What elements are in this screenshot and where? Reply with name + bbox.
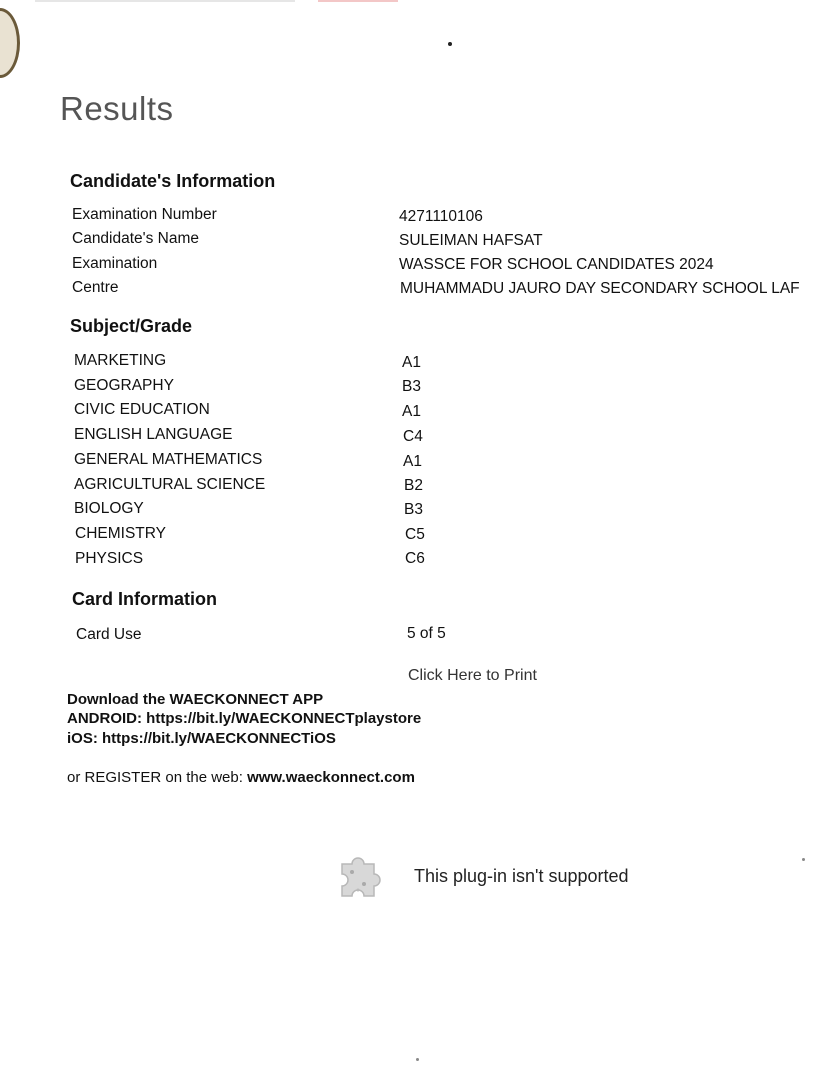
centre-value: MUHAMMADU JAURO DAY SECONDARY SCHOOL LAF	[400, 280, 800, 297]
subject-name: ENGLISH LANGUAGE	[74, 426, 233, 443]
subject-name: PHYSICS	[75, 550, 144, 567]
subject-grade: B2	[404, 477, 423, 494]
subject-grade: A1	[402, 403, 421, 420]
subject-name: GENERAL MATHEMATICS	[74, 451, 263, 468]
candidate-name-label: Candidate's Name	[72, 230, 200, 247]
plugin-unsupported-message: This plug-in isn't supported	[414, 866, 629, 886]
register-line	[67, 769, 415, 786]
page-edge-artifact	[0, 8, 20, 78]
exam-number-value: 4271110106	[399, 208, 483, 225]
speck	[802, 858, 805, 861]
app-download-heading: Download the WAECKONNECT APP	[67, 691, 324, 708]
card-use-label: Card Use	[76, 626, 142, 643]
speck	[448, 42, 452, 46]
subject-name: CHEMISTRY	[75, 525, 167, 542]
speck	[416, 1058, 419, 1061]
card-use-value: 5 of 5	[407, 625, 446, 642]
subject-name: MARKETING	[74, 352, 167, 369]
examination-value: WASSCE FOR SCHOOL CANDIDATES 2024	[399, 256, 714, 273]
examination-label: Examination	[72, 255, 158, 272]
page-title: Results	[60, 90, 174, 127]
top-edge-line	[35, 0, 295, 2]
exam-number-label: Examination Number	[72, 206, 217, 223]
print-link[interactable]: Click Here to Print	[408, 667, 537, 684]
subject-name: CIVIC EDUCATION	[74, 401, 210, 418]
candidate-info-heading: Candidate's Information	[70, 171, 276, 191]
subject-grade: B3	[402, 378, 421, 395]
candidate-name-value: SULEIMAN HAFSAT	[399, 232, 543, 249]
subject-grade: C6	[405, 550, 425, 567]
register-prefix: or REGISTER on the web:	[67, 769, 248, 786]
subject-name: GEOGRAPHY	[74, 377, 174, 394]
register-url[interactable]: www.waeckonnect.com	[247, 769, 415, 786]
top-edge-mark	[318, 0, 398, 2]
subject-name: AGRICULTURAL SCIENCE	[74, 476, 266, 493]
ios-link[interactable]: iOS: https://bit.ly/WAECKONNECTiOS	[67, 730, 336, 747]
centre-label: Centre	[72, 279, 119, 296]
puzzle-piece-icon	[330, 846, 390, 906]
subject-grade: A1	[402, 354, 421, 371]
subject-grade: C4	[403, 428, 423, 445]
subject-grade: B3	[404, 501, 423, 518]
subject-name: BIOLOGY	[74, 500, 144, 517]
subject-grade: A1	[403, 453, 422, 470]
subject-grade: C5	[405, 526, 425, 543]
subject-grade-heading: Subject/Grade	[70, 316, 193, 336]
android-link[interactable]: ANDROID: https://bit.ly/WAECKONNECTplaystore	[67, 710, 422, 727]
card-info-heading: Card Information	[72, 589, 218, 609]
